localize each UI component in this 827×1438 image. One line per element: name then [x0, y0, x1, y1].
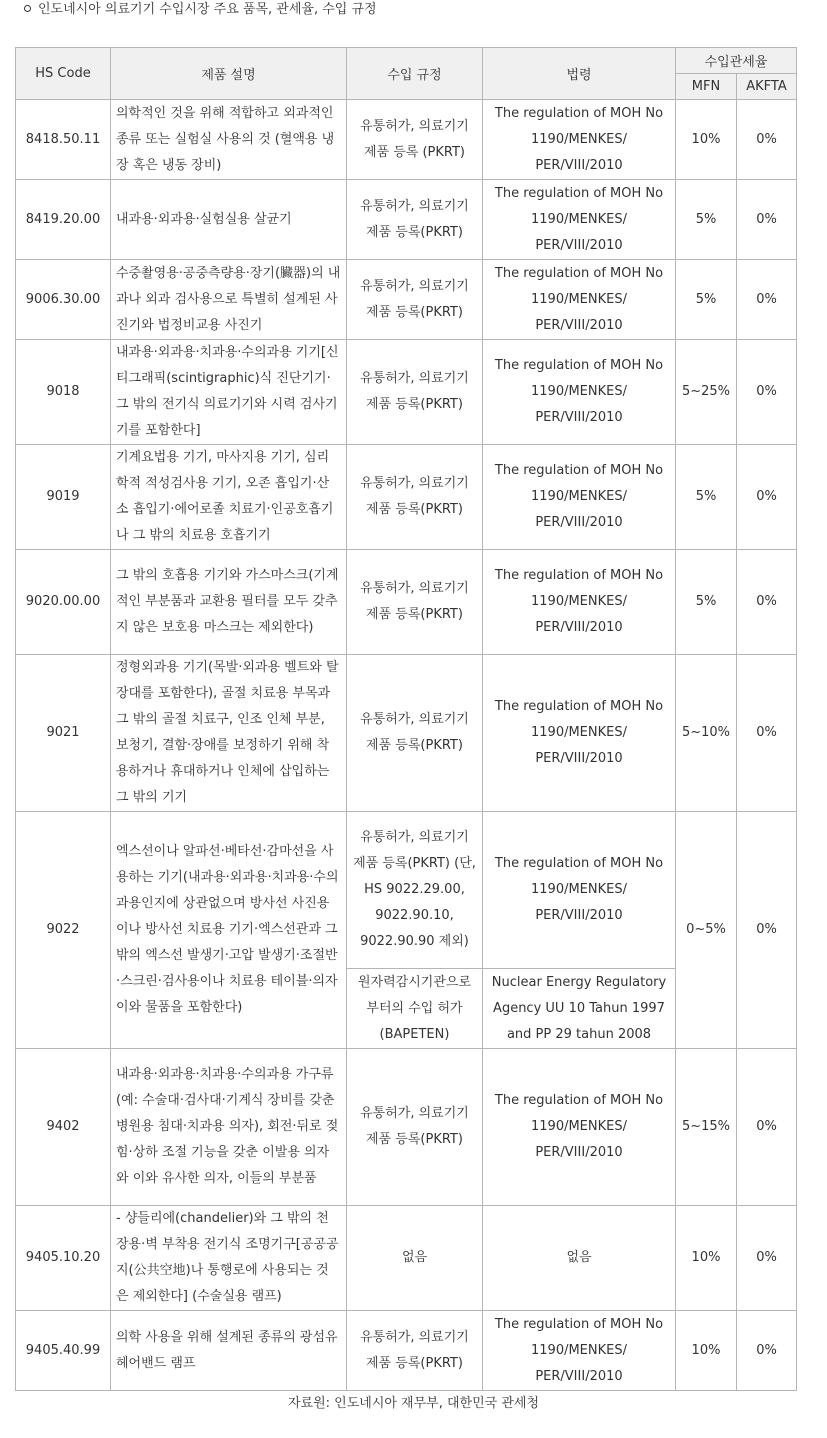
- table-row: [16, 180, 797, 260]
- cell-regulation: 유통허가, 의료기기 제품 등록(PKRT): [347, 1049, 483, 1206]
- section-title-text: 인도네시아 의료기기 수입시장 주요 품목, 관세율, 수입 규정: [38, 2, 377, 17]
- source-note: 자료원: 인도네시아 재무부, 대한민국 관세청: [287, 1396, 540, 1411]
- cell-law: The regulation of MOH No 1190/MENKES/ PER/VIII/2010: [483, 445, 676, 550]
- section-title: [24, 0, 377, 20]
- cell-akfta: 0%: [737, 550, 797, 655]
- table-row: [16, 655, 797, 812]
- cell-mfn: 0~5%: [676, 812, 737, 1049]
- cell-description: 그 밖의 호흡용 기기와 가스마스크(기계적인 부분품과 교환용 필터를 모두 갖추지 않은 보호용 마스크는 제외한다): [111, 550, 347, 655]
- cell-akfta: 0%: [737, 100, 797, 180]
- table-row: [16, 260, 797, 340]
- cell-description: 정형외과용 기기(목발·외과용 벨트와 탈장대를 포함한다), 골절 치료용 부목과 그 밖의 골절 치료구, 인조 인체 부분, 보청기, 결함·장애를 보정하기 위해 착용하거나 휴대하거나 인체에 삽입하는 그 밖의 기기: [111, 655, 347, 812]
- cell-description: 엑스선이나 알파선·베타선·감마선을 사용하는 기기(내과용·외과용·치과용·수의과용인지에 상관없으며 방사선 사진용이나 방사선 치료용 기기·엑스선관과 그 밖의 엑스선 발생기·고압 발생기·조절반·스크린·검사용이나 치료용 테이블·의자 이와 물품을 포함한다): [111, 812, 347, 1049]
- cell-akfta: 0%: [737, 260, 797, 340]
- cell-regulation-nuclear: 원자력감시기관으로부터의 수입 허가 (BAPETEN): [347, 969, 483, 1049]
- cell-akfta: 0%: [737, 1049, 797, 1206]
- cell-description: 내과용·외과용·치과용·수의과용 기기[신티그래픽(scintigraphic)식 진단기기·그 밖의 전기식 의료기기와 시력 검사기기를 포함한다]: [111, 340, 347, 445]
- cell-regulation: 유통허가, 의료기기 제품 등록(PKRT): [347, 550, 483, 655]
- header-mfn: MFN: [676, 74, 737, 100]
- cell-hs-code: 8418.50.11: [16, 100, 111, 180]
- table-row: [16, 1049, 797, 1206]
- cell-law-nuclear: Nuclear Energy Regulatory Agency UU 10 Tahun 1997 and PP 29 tahun 2008: [483, 969, 676, 1049]
- cell-law: The regulation of MOH No 1190/MENKES/ PER/VIII/2010: [483, 550, 676, 655]
- cell-regulation: 유통허가, 의료기기 제품 등록(PKRT): [347, 260, 483, 340]
- cell-hs-code: 8419.20.00: [16, 180, 111, 260]
- cell-regulation: 유통허가, 의료기기 제품 등록(PKRT) (단, HS 9022.29.00, 9022.90.10, 9022.90.90 제외): [347, 812, 483, 969]
- cell-mfn: 5~10%: [676, 655, 737, 812]
- cell-regulation: 유통허가, 의료기기 제품 등록(PKRT): [347, 445, 483, 550]
- cell-law: The regulation of MOH No 1190/MENKES/ PER/VIII/2010: [483, 260, 676, 340]
- cell-description: - 샹들리에(chandelier)와 그 밖의 천장용·벽 부착용 전기식 조명기구[공공공지(公共空地)나 통행로에 사용되는 것은 제외한다] (수술실용 램프): [111, 1206, 347, 1311]
- table-row: [16, 100, 797, 180]
- cell-law: The regulation of MOH No 1190/MENKES/ PER/VIII/2010: [483, 812, 676, 969]
- cell-akfta: 0%: [737, 340, 797, 445]
- cell-regulation: 유통허가, 의료기기 제품 등록(PKRT): [347, 1311, 483, 1391]
- cell-description: 의학 사용을 위해 설계된 종류의 광섬유 헤어밴드 램프: [111, 1311, 347, 1391]
- cell-law: The regulation of MOH No 1190/MENKES/ PER/VIII/2010: [483, 180, 676, 260]
- cell-hs-code: 9018: [16, 340, 111, 445]
- cell-hs-code: 9019: [16, 445, 111, 550]
- cell-hs-code: 9006.30.00: [16, 260, 111, 340]
- cell-hs-code: 9020.00.00: [16, 550, 111, 655]
- cell-hs-code: 9405.40.99: [16, 1311, 111, 1391]
- cell-law: 없음: [483, 1206, 676, 1311]
- cell-regulation: 없음: [347, 1206, 483, 1311]
- table-row: [16, 812, 797, 969]
- cell-law: The regulation of MOH No 1190/MENKES/ PER/VIII/2010: [483, 340, 676, 445]
- cell-regulation: 유통허가, 의료기기 제품 등록(PKRT): [347, 655, 483, 812]
- table-row: [16, 1311, 797, 1391]
- cell-description: 기계요법용 기기, 마사지용 기기, 심리학적 적성검사용 기기, 오존 흡입기·산소 흡입기·에어로졸 치료기·인공호흡기나 그 밖의 치료용 호흡기기: [111, 445, 347, 550]
- cell-mfn: 5%: [676, 445, 737, 550]
- cell-mfn: 5%: [676, 260, 737, 340]
- cell-hs-code: 9021: [16, 655, 111, 812]
- cell-hs-code: 9022: [16, 812, 111, 1049]
- cell-mfn: 10%: [676, 1206, 737, 1311]
- cell-akfta: 0%: [737, 1206, 797, 1311]
- table-row: [16, 550, 797, 655]
- cell-description: 내과용·외과용·치과용·수의과용 가구류(예: 수술대·검사대·기계식 장비를 갖춘 병원용 침대·치과용 의자), 회전·뒤로 젖힘·상하 조절 기능을 갖춘 이발용 의자와 이와 유사한 의자, 이들의 부분품: [111, 1049, 347, 1206]
- header-tariff: 수입관세율: [676, 48, 797, 74]
- table-row: [16, 445, 797, 550]
- cell-akfta: 0%: [737, 1311, 797, 1391]
- cell-law: The regulation of MOH No 1190/MENKES/ PER/VIII/2010: [483, 100, 676, 180]
- cell-akfta: 0%: [737, 445, 797, 550]
- cell-law: The regulation of MOH No 1190/MENKES/ PER/VIII/2010: [483, 1049, 676, 1206]
- cell-mfn: 10%: [676, 100, 737, 180]
- cell-akfta: 0%: [737, 655, 797, 812]
- header-description: 제품 설명: [111, 48, 347, 100]
- cell-akfta: 0%: [737, 812, 797, 1049]
- cell-regulation: 유통허가, 의료기기 제품 등록(PKRT): [347, 180, 483, 260]
- header-hs-code: HS Code: [16, 48, 111, 100]
- cell-mfn: 5~15%: [676, 1049, 737, 1206]
- cell-hs-code: 9405.10.20: [16, 1206, 111, 1311]
- table-row: [16, 1206, 797, 1311]
- cell-mfn: 5%: [676, 550, 737, 655]
- cell-akfta: 0%: [737, 180, 797, 260]
- table-row: [16, 340, 797, 445]
- cell-description: 수중촬영용·공중측량용·장기(臟器)의 내과나 외과 검사용으로 특별히 설계된 사진기와 법정비교용 사진기: [111, 260, 347, 340]
- cell-description: 내과용·외과용·실험실용 살균기: [111, 180, 347, 260]
- cell-law: The regulation of MOH No 1190/MENKES/ PER/VIII/2010: [483, 655, 676, 812]
- cell-description: 의학적인 것을 위해 적합하고 외과적인 종류 또는 실험실 사용의 것 (혈액용 냉장 혹은 냉동 장비): [111, 100, 347, 180]
- cell-hs-code: 9402: [16, 1049, 111, 1206]
- cell-mfn: 10%: [676, 1311, 737, 1391]
- circle-bullet-icon: [24, 5, 31, 12]
- cell-regulation: 유통허가, 의료기기 제품 등록(PKRT): [347, 340, 483, 445]
- header-law: 법령: [483, 48, 676, 100]
- cell-mfn: 5%: [676, 180, 737, 260]
- cell-regulation: 유통허가, 의료기기 제품 등록 (PKRT): [347, 100, 483, 180]
- cell-law: The regulation of MOH No 1190/MENKES/ PER/VIII/2010: [483, 1311, 676, 1391]
- header-regulation: 수입 규정: [347, 48, 483, 100]
- tariff-table: [15, 47, 797, 1391]
- header-akfta: AKFTA: [737, 74, 797, 100]
- cell-mfn: 5~25%: [676, 340, 737, 445]
